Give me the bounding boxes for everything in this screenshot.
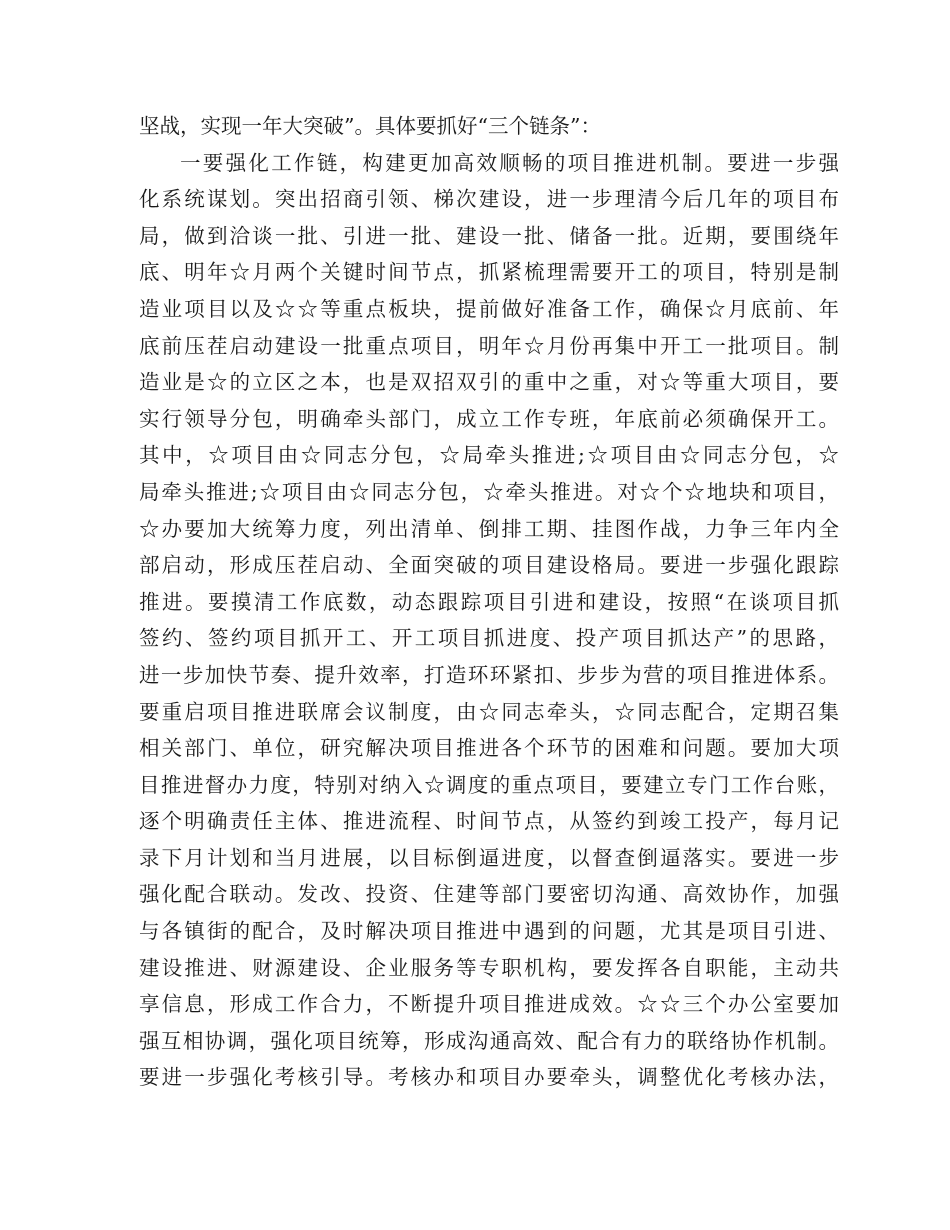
text-line: 强互相协调，强化项目统筹，形成沟通高效、配合有力的联络协作机制。 xyxy=(139,1028,841,1053)
text-line: ☆办要加大统筹力度，列出清单、倒排工期、挂图作战，力争三年内全 xyxy=(139,516,842,541)
text-line: 强化配合联动。发改、投资、住建等部门要密切沟通、高效协作，加强 xyxy=(139,882,842,907)
text-line: 目推进督办力度，特别对纳入☆调度的重点项目，要建立专门工作台账， xyxy=(139,772,841,797)
text-line: 建设推进、财源建设、企业服务等专职机构，要发挥各自职能，主动共 xyxy=(139,955,842,980)
text-line: 录下月计划和当月进展，以目标倒逼进度，以督查倒逼落实。要进一步 xyxy=(139,845,842,870)
body-text xyxy=(139,108,842,1096)
text-line: 局牵头推进;☆项目由☆同志分包，☆牵头推进。对☆个☆地块和项目， xyxy=(139,479,841,504)
text-line: 部启动，形成压茬启动、全面突破的项目建设格局。要进一步强化跟踪 xyxy=(139,553,842,578)
text-line: 相关部门、单位，研究解决项目推进各个环节的困难和问题。要加大项 xyxy=(139,736,842,761)
text-line: 造业项目以及☆☆等重点板块，提前做好准备工作，确保☆月底前、年 xyxy=(139,296,842,321)
text-line: 实行领导分包，明确牵头部门，成立工作专班，年底前必须确保开工。 xyxy=(139,406,842,431)
text-line: 签约、签约项目抓开工、开工项目抓进度、投产项目抓达产”的思路， xyxy=(139,626,842,651)
text-line: 推进。要摸清工作底数，动态跟踪项目引进和建设，按照“在谈项目抓 xyxy=(139,589,842,614)
text-line: 局，做到洽谈一批、引进一批、建设一批、储备一批。近期，要围绕年 xyxy=(139,223,842,248)
text-line: 要重启项目推进联席会议制度，由☆同志牵头，☆同志配合，定期召集 xyxy=(139,699,842,724)
text-line: 底、明年☆月两个关键时间节点，抓紧梳理需要开工的项目，特别是制 xyxy=(139,260,842,285)
text-line: 一要强化工作链，构建更加高效顺畅的项目推进机制。要进一步强 xyxy=(180,150,842,175)
text-line: 化系统谋划。突出招商引领、梯次建设，进一步理清今后几年的项目布 xyxy=(139,187,842,212)
text-line: 要进一步强化考核引导。考核办和项目办要牵头，调整优化考核办法， xyxy=(139,1065,842,1090)
text-line: 坚战，实现一年大突破”。具体要抓好“三个链条”： xyxy=(139,114,601,138)
text-line: 造业是☆的立区之本，也是双招双引的重中之重，对☆等重大项目，要 xyxy=(139,370,842,395)
text-line: 进一步加快节奏、提升效率，打造环环紧扣、步步为营的项目推进体系。 xyxy=(139,662,841,687)
text-line: 享信息，形成工作合力，不断提升项目推进成效。☆☆三个办公室要加 xyxy=(139,992,842,1017)
text-line: 逐个明确责任主体、推进流程、时间节点，从签约到竣工投产，每月记 xyxy=(139,809,842,834)
text-line: 与各镇街的配合，及时解决项目推进中遇到的问题，尤其是项目引进、 xyxy=(139,919,842,944)
text-line: 其中，☆项目由☆同志分包，☆局牵头推进;☆项目由☆同志分包，☆ xyxy=(139,443,842,468)
text-line: 底前压茬启动建设一批重点项目，明年☆月份再集中开工一批项目。制 xyxy=(139,333,842,358)
